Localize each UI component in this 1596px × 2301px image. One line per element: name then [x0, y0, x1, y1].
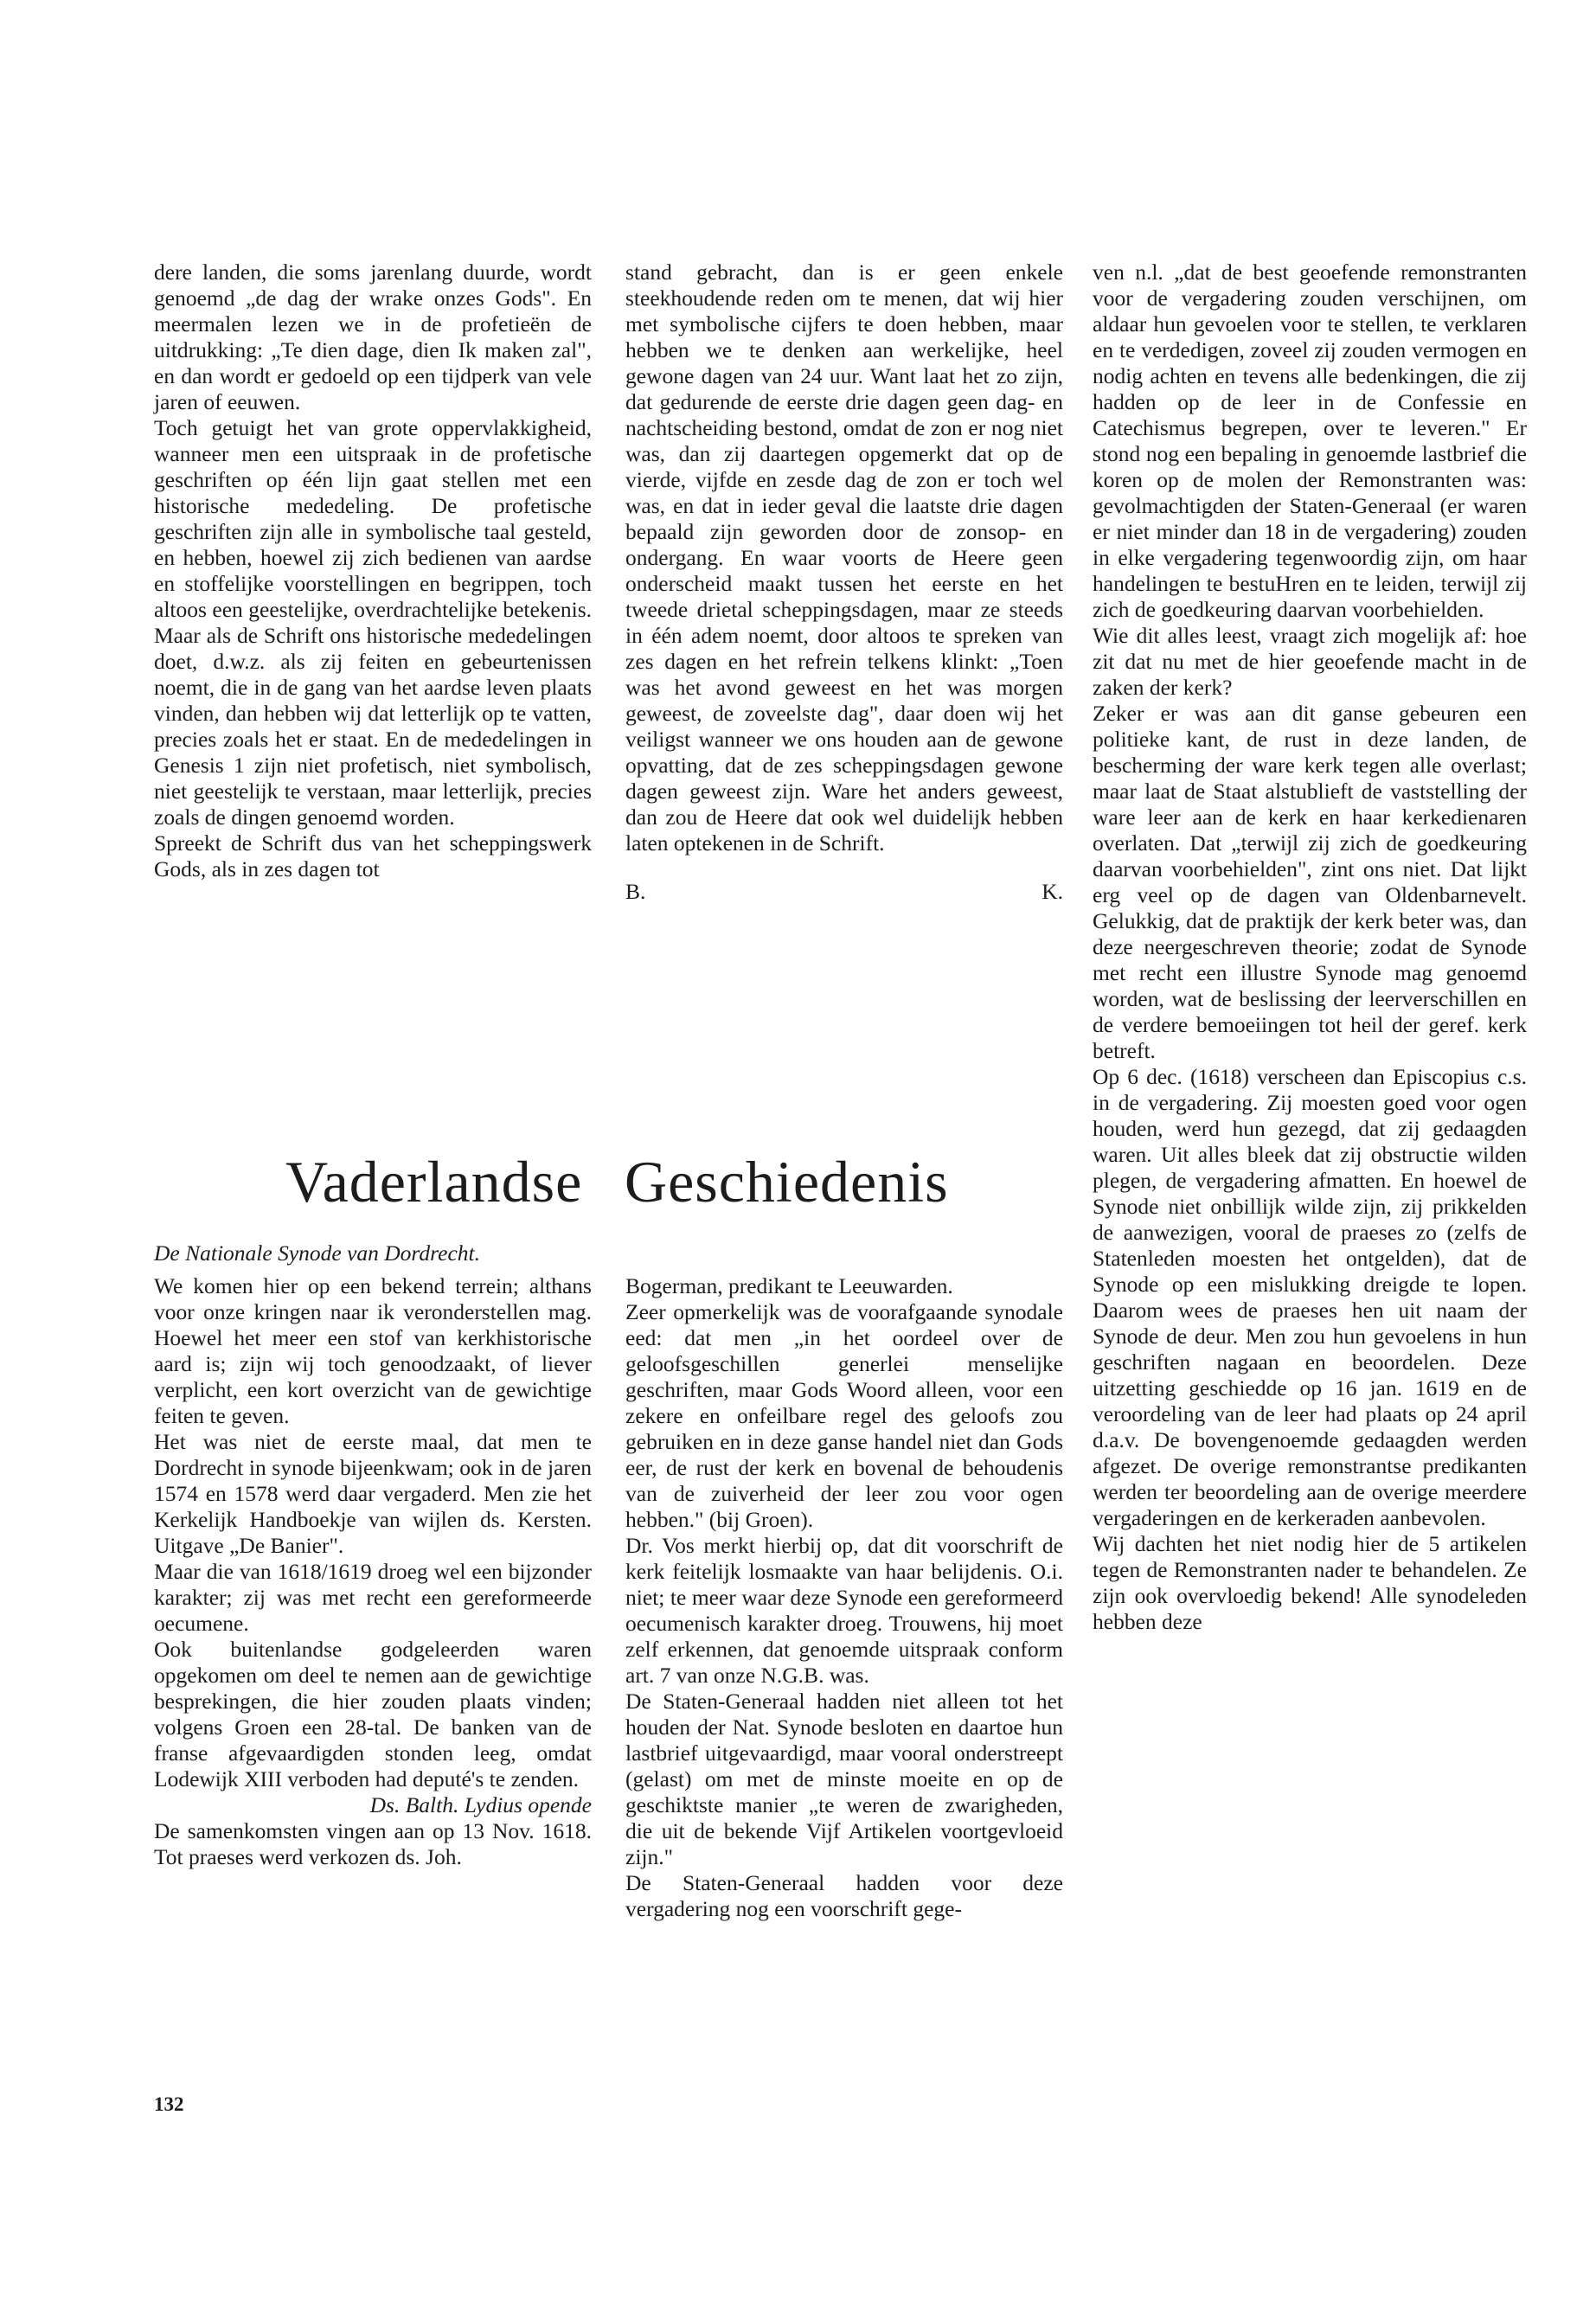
paragraph: stand gebracht, dan is er geen enkele steekhoudende reden om te menen, dat wij hier met symbolische cijfers te doen hebben, maar hebben we te denken aan werkelijke, heel gewone dagen van 24 uur. Want laat het zo zijn, dat gedurende de eerste drie dagen geen dag- en nachtscheiding bestond, omdat de zon er nog niet was, dan zij daartegen opgemerkt dat op de vierde, vijfde en zesde dag de zon er toch wel was, en dat in ieder geval die laatste drie dagen bepaald zijn geworden door de zonsop- en ondergang. En waar voorts de Heere geen onderscheid maakt tussen het eerste en het tweede drietal scheppingsdagen, maar ze steeds in één adem noemt, door altoos te spreken van zes dagen en het refrein telkens klinkt: „Toen was het avond geweest en het was morgen geweest, de zoveelste dag", daar doen wij het veiligst wanneer we ons houden aan de gewone opvatting, dat de zes scheppingsdagen gewone dagen geweest zijn. Ware het anders geweest, dan zou de Heere dat ook wel duidelijk hebben laten optekenen in de Schrift. [625, 260, 1063, 856]
paragraph: Toch getuigt het van grote oppervlakkigheid, wanneer men een uitspraak in de profetische geschriften op één lijn gaat stellen met een historische mededeling. De profetische geschriften zijn alle in symbolische taal gesteld, en hebben, hoewel zij zich bedienen van aardse en stoffelijke voorstellingen en begrippen, toch altoos een geestelijke, overdrachtelijke betekenis. Maar als de Schrift ons historische mededelingen doet, d.w.z. als zij feiten en gebeurtenissen noemt, die in de gang van het aardse leven plaats vinden, dan hebben wij dat letterlijk op te vatten, precies zoals het er staat. En de mededelingen in Genesis 1 zijn niet profetisch, niet symbolisch, niet geestelijk te verstaan, maar letterlijk, precies zoals de dingen genoemd worden. [154, 415, 592, 830]
bottom-column-2 [625, 1240, 1063, 1922]
paragraph: ven n.l. „dat de best geoefende remonstranten voor de vergadering zouden verschijnen, om aldaar hun gevoelen voor te stellen, te verklaren en te verdedigen, zoveel zij zouden vermogen en nodig achten en tevens alle bedenkingen, die zij hadden op de leer in de Confessie en Catechismus begrepen, over te leveren." Er stond nog een bepaling in genoemde lastbrief die koren op de molen der Remonstranten was: gevolmachtigden der Staten-Generaal (er waren er niet minder dan 18 in de vergadering) zouden in elke vergadering tegenwoordig zijn, om haar handelingen te bestuHren en te leiden, terwijl zij zich de goedkeuring daarvan voorbehielden. [1093, 260, 1527, 622]
column-3 [1093, 260, 1527, 1635]
paragraph: Op 6 dec. (1618) verscheen dan Episcopius c.s. in de vergadering. Zij moesten goed voor ogen houden, werd hun gezegd, dat zij gedaagden waren. Uit alles bleek dat zij obstructie wilden plegen, de vergadering afmatten. En hoewel de Synode niet onbillijk wilde zijn, zij prikkelden de aanwezigen, vooral de praeses zo (zelfs de Statenleden moesten het ontgelden), dat de Synode op een mislukking dreigde te lopen. Daarom wees de praeses hen uit naam der Synode de deur. Men zou hun gevoelens in hun geschriften nagaan en beoordelen. Deze uitzetting geschiedde op 16 jan. 1619 en de veroordeling van de leer had plaats op 24 april d.a.v. De bovengenoemde gedaagden werden afgezet. De overige remonstrantse predikanten werden ter beoordeling aan de overige meerdere vergaderingen en de kerkeraden aanbevolen. [1093, 1064, 1527, 1530]
page-number: 132 [154, 2093, 184, 2115]
paragraph: Maar die van 1618/1619 droeg wel een bijzonder karakter; zij was met recht een gereformeerde oecumene. [154, 1559, 592, 1636]
signature-initial-left: B. [625, 879, 646, 904]
paragraph: Spreekt de Schrift dus van het scheppingswerk Gods, als in zes dagen tot [154, 830, 592, 881]
author-signature [625, 879, 1063, 905]
bottom-column-1 [154, 1240, 592, 1870]
top-column-1 [154, 260, 592, 882]
paragraph: De samenkomsten vingen aan op 13 Nov. 1618. Tot praeses werd verkozen ds. Joh. [154, 1818, 592, 1869]
italic-line: Ds. Balth. Lydius opende [369, 1792, 592, 1817]
paragraph: We komen hier op een bekend terrein; althans voor onze kringen naar ik veronderstellen mag. Hoewel het meer een stof van kerkhistorische aard is; zijn wij toch genoodzaakt, of liever verplicht, een kort overzicht van de gewichtige feiten te geven. [154, 1273, 592, 1428]
paragraph: Het was niet de eerste maal, dat men te Dordrecht in synode bijeenkwam; ook in de jaren 1574 en 1578 werd daar vergaderd. Men zie het Kerkelijk Handboekje van wijlen ds. Kersten. Uitgave „De Banier". [154, 1429, 592, 1558]
article-subheading: De Nationale Synode van Dordrecht. [154, 1240, 480, 1266]
section-title-part-1: Vaderlandse [285, 1149, 583, 1215]
paragraph: De Staten-Generaal hadden voor deze vergadering nog een voorschrift gege- [625, 1870, 1063, 1921]
paragraph: dere landen, die soms jarenlang duurde, wordt genoemd „de dag der wrake onzes Gods". En meermalen lezen we in de profetieën de uitdrukking: „Te dien dage, dien Ik maken zal", en dan wordt er gedoeld op een tijdperk van vele jaren of eeuwen. [154, 260, 592, 414]
paragraph: Bogerman, predikant te Leeuwarden. [625, 1273, 953, 1298]
paragraph: De Staten-Generaal hadden niet alleen tot het houden der Nat. Synode besloten en daartoe hun lastbrief uitgevaardigd, maar vooral onderstreept (gelast) om met de minste moeite en op de geschiktste manier „te weren de zwarigheden, die uit de bekende Vijf Artikelen voortgevloeid zijn." [625, 1689, 1063, 1869]
paragraph: Zeer opmerkelijk was de voorafgaande synodale eed: dat men „in het oordeel over de geloofsgeschillen generlei menselijke geschriften, maar Gods Woord alleen, voor een zekere en onfeilbare regel des geloofs zou gebruiken en in deze ganse handel niet dan Gods eer, de rust der kerk en bovenal de behoudenis van de zuiverheid der leer zou voor ogen hebben." (bij Groen). [625, 1299, 1063, 1532]
paragraph: Wij dachten het niet nodig hier de 5 artikelen tegen de Remonstranten nader te behandelen. Ze zijn ook overvloedig bekend! Alle synodeleden hebben deze [1093, 1531, 1527, 1634]
signature-initial-right: K. [1042, 879, 1063, 904]
paragraph: Wie dit alles leest, vraagt zich mogelijk af: hoe zit dat nu met de hier geoefende macht in de zaken der kerk? [1093, 623, 1527, 700]
top-column-2 [625, 260, 1063, 905]
paragraph: Dr. Vos merkt hierbij op, dat dit voorschrift de kerk feitelijk losmaakte van haar belijdenis. O.i. niet; te meer waar deze Synode een gereformeerd oecumenisch karakter droeg. Trouwens, hij moet zelf erkennen, dat genoemde uitspraak conform art. 7 van onze N.G.B. was. [625, 1533, 1063, 1688]
section-title-part-2: Geschiedenis [625, 1149, 949, 1215]
paragraph: Ook buitenlandse godgeleerden waren opgekomen om deel te nemen aan de gewichtige besprekingen, die hier zouden plaats vinden; volgens Groen een 28-tal. De banken van de franse afgevaardigden stonden leeg, omdat Lodewijk XIII verboden had deputé's te zenden. [154, 1637, 592, 1791]
paragraph: Zeker er was aan dit ganse gebeuren een politieke kant, de rust in deze landen, de bescherming der ware kerk tegen alle overlast; maar laat de Staat alstublieft de vaststelling der ware leer aan de kerk en haar kerkedienaren overlaten. Dat „terwijl zij zich de goedkeuring daarvan voorbehielden", zint ons niet. Dat lijkt erg veel op de dagen van Oldenbarnevelt. Gelukkig, dat de praktijk der kerk beter was, dan deze neergeschreven theorie; zodat de Synode met recht een illustre Synode mag genoemd worden, wat de beslissing der leerverschillen en de verdere bemoeiingen tot heil der geref. kerk betreft. [1093, 701, 1527, 1063]
